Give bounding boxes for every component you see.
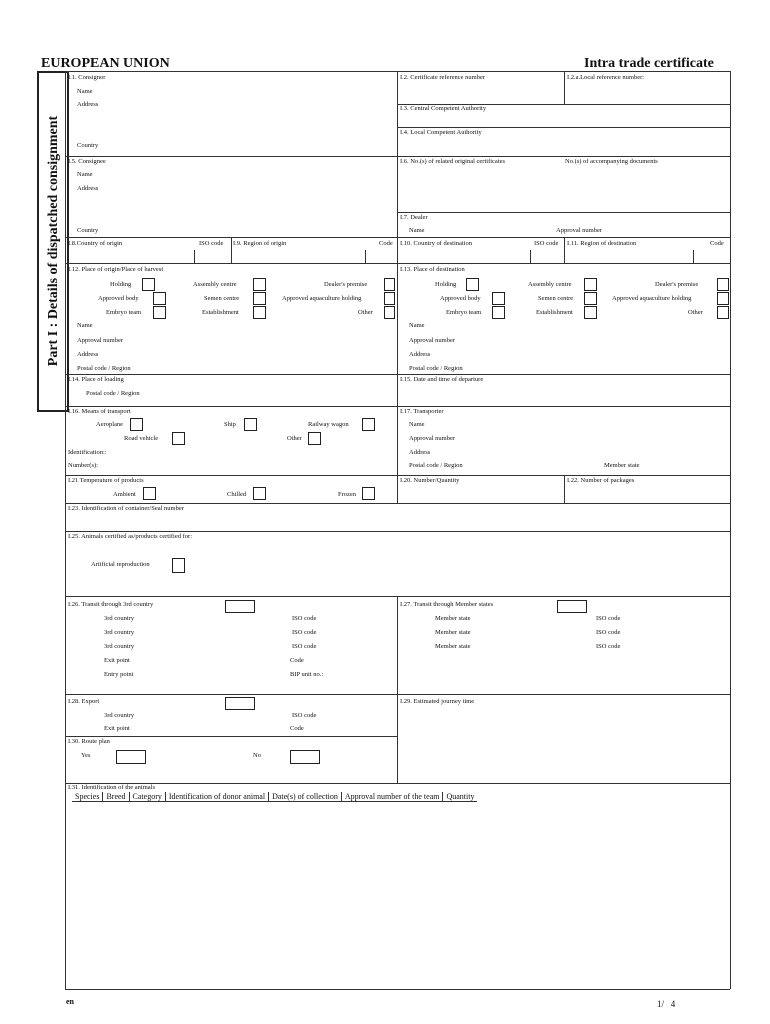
i13-embryo-checkbox[interactable] bbox=[492, 306, 505, 319]
i28-third-country: 3rd country bbox=[104, 712, 135, 719]
i27-member-3: Member state bbox=[435, 643, 471, 650]
i31-title: I.31. Identification of the animals bbox=[68, 784, 156, 791]
i12-postal-label: Postal code / Region bbox=[77, 365, 131, 372]
i30-no-label: No bbox=[253, 752, 261, 759]
i17-member-label: Member state bbox=[604, 462, 640, 469]
i21-ambient-checkbox[interactable] bbox=[143, 487, 156, 500]
i6-title: I.6. No.(s) of related original certificates bbox=[400, 158, 506, 165]
i12-embryo-checkbox[interactable] bbox=[153, 306, 166, 319]
i31-col-dates: Date(s) of collection bbox=[269, 792, 342, 801]
i31-col-approval: Approval number of the team bbox=[342, 792, 444, 801]
side-label-text: Part I : Details of dispatched consignment bbox=[46, 115, 61, 367]
i21-chilled-checkbox[interactable] bbox=[253, 487, 266, 500]
i13-embryo-label: Embryo team bbox=[446, 309, 482, 316]
i13-assembly-label: Assembly centre bbox=[528, 281, 572, 288]
i31-column-headers bbox=[72, 792, 477, 802]
footer-page-number: 1/ 4 bbox=[657, 999, 676, 1009]
i13-holding-label: Holding bbox=[435, 281, 457, 288]
i26-third-country-2: 3rd country bbox=[104, 629, 135, 636]
i13-name-label: Name bbox=[409, 322, 425, 329]
i13-aqua-checkbox[interactable] bbox=[717, 292, 729, 305]
i14-postal-label: Postal code / Region bbox=[86, 390, 140, 397]
i12-establishment-label: Establishment bbox=[202, 309, 239, 316]
i1-address-label: Address bbox=[77, 101, 99, 108]
i12-semen-label: Semen centre bbox=[204, 295, 240, 302]
i26-third-country-3: 3rd country bbox=[104, 643, 135, 650]
i17-name-label: Name bbox=[409, 421, 425, 428]
i13-other-checkbox[interactable] bbox=[717, 306, 729, 319]
i28-exit-label: Exit point bbox=[104, 725, 130, 732]
i28-checkbox[interactable] bbox=[225, 697, 255, 710]
i31-col-identification: Identification of donor animal bbox=[166, 792, 269, 801]
i3-title: I.3. Central Competent Authority bbox=[400, 105, 487, 112]
i17-address-label: Address bbox=[409, 449, 431, 456]
i12-dealer-checkbox[interactable] bbox=[384, 278, 395, 291]
i25-artificial-checkbox[interactable] bbox=[172, 558, 185, 573]
footer-language: en bbox=[66, 997, 74, 1006]
i13-assembly-checkbox[interactable] bbox=[584, 278, 597, 291]
i21-chilled-label: Chilled bbox=[227, 491, 247, 498]
header-left-title: EUROPEAN UNION bbox=[41, 56, 170, 71]
i10-title: I.10. Country of destination bbox=[400, 240, 473, 247]
i16-ship-checkbox[interactable] bbox=[244, 418, 257, 431]
i12-semen-checkbox[interactable] bbox=[253, 292, 266, 305]
i16-identification-label: Identification:: bbox=[68, 449, 107, 456]
i5-address-label: Address bbox=[77, 185, 99, 192]
i27-title: I.27. Transit through Member states bbox=[400, 601, 494, 608]
i13-establishment-label: Establishment bbox=[536, 309, 573, 316]
i13-address-label: Address bbox=[409, 351, 431, 358]
i31-col-category: Category bbox=[130, 792, 166, 801]
i16-title: I.16. Means of transport bbox=[68, 408, 131, 415]
i27-iso-1: ISO code bbox=[596, 615, 621, 622]
i17-title: I.17. Transporter bbox=[400, 408, 444, 415]
header-right-title: Intra trade certificate bbox=[584, 56, 714, 71]
i11-title: I.11. Region of destination bbox=[567, 240, 637, 247]
i31-col-breed: Breed bbox=[103, 792, 129, 801]
i11-code-label: Code bbox=[710, 240, 724, 247]
i12-aqua-label: Approved aquaculture holding bbox=[282, 295, 362, 302]
i13-dealer-checkbox[interactable] bbox=[717, 278, 729, 291]
i12-approval-label: Approval number bbox=[77, 337, 124, 344]
i1-country-label: Country bbox=[77, 142, 99, 149]
i26-third-country-1: 3rd country bbox=[104, 615, 135, 622]
i16-other-checkbox[interactable] bbox=[308, 432, 321, 445]
i12-establishment-checkbox[interactable] bbox=[253, 306, 266, 319]
i2a-title: I.2.a.Local reference number: bbox=[567, 74, 645, 81]
i16-ship-label: Ship bbox=[224, 421, 236, 428]
i13-dealer-label: Dealer's premise bbox=[655, 281, 699, 288]
i21-frozen-label: Frozen bbox=[338, 491, 357, 498]
i26-code-label: Code bbox=[290, 657, 304, 664]
i5-name-label: Name bbox=[77, 171, 93, 178]
i13-title: I.13. Place of destination bbox=[400, 266, 465, 273]
i16-other-label: Other bbox=[287, 435, 302, 442]
i25-title: I.25. Animals certified as/products certified for: bbox=[68, 533, 193, 540]
i26-exit-label: Exit point bbox=[104, 657, 130, 664]
i1-title: I.1. Consignor bbox=[68, 74, 106, 81]
i12-other-label: Other bbox=[358, 309, 373, 316]
i12-other-checkbox[interactable] bbox=[384, 306, 395, 319]
i7-title: I.7. Dealer bbox=[400, 214, 428, 221]
i12-embryo-label: Embryo team bbox=[106, 309, 142, 316]
i13-holding-checkbox[interactable] bbox=[466, 278, 479, 291]
i28-iso: ISO code bbox=[292, 712, 317, 719]
i13-other-label: Other bbox=[688, 309, 703, 316]
i13-approved-body-label: Approved body bbox=[440, 295, 481, 302]
i16-aeroplane-checkbox[interactable] bbox=[130, 418, 143, 431]
i5-title: I.5. Consignee bbox=[68, 158, 106, 165]
i8-iso-label: ISO code bbox=[199, 240, 224, 247]
i12-dealer-label: Dealer's premise bbox=[324, 281, 368, 288]
i27-checkbox[interactable] bbox=[557, 600, 587, 613]
i13-approved-body-checkbox[interactable] bbox=[492, 292, 505, 305]
i7-approval-label: Approval number bbox=[556, 227, 603, 234]
i9-code-label: Code bbox=[379, 240, 393, 247]
i21-ambient-label: Ambient bbox=[113, 491, 136, 498]
i26-bip-label: BIP unit no.: bbox=[290, 671, 324, 678]
i17-approval-label: Approval number bbox=[409, 435, 456, 442]
i23-title: I.23. Identification of container/Seal number bbox=[68, 505, 184, 512]
i27-iso-3: ISO code bbox=[596, 643, 621, 650]
i13-aqua-label: Approved aquaculture holding bbox=[612, 295, 692, 302]
i21-title: I.21 Temperature of products bbox=[68, 477, 144, 484]
i12-name-label: Name bbox=[77, 322, 93, 329]
i26-iso-2: ISO code bbox=[292, 629, 317, 636]
i16-railway-checkbox[interactable] bbox=[362, 418, 375, 431]
i17-postal-label: Postal code / Region bbox=[409, 462, 463, 469]
i12-assembly-label: Assembly centre bbox=[193, 281, 237, 288]
i12-title: I.12. Place of origin/Place of harvest bbox=[68, 266, 164, 273]
i16-aeroplane-label: Aeroplane bbox=[96, 421, 124, 428]
i13-semen-label: Semen centre bbox=[538, 295, 574, 302]
i13-establishment-checkbox[interactable] bbox=[584, 306, 597, 319]
i16-railway-label: Railway wagon bbox=[308, 421, 349, 428]
i9-title: I.9. Region of origin bbox=[233, 240, 287, 247]
i16-road-label: Road vehicle bbox=[124, 435, 159, 442]
i28-title: I.28. Export bbox=[68, 698, 100, 705]
i12-aqua-checkbox[interactable] bbox=[384, 292, 395, 305]
i30-yes-checkbox[interactable] bbox=[116, 750, 146, 764]
i6-accompanying-label: No.(s) of accompanying documents bbox=[565, 158, 658, 165]
i13-approval-label: Approval number bbox=[409, 337, 456, 344]
i12-approved-body-label: Approved body bbox=[98, 295, 139, 302]
i7-name-label: Name bbox=[409, 227, 425, 234]
i2-title: I.2. Certificate reference number bbox=[400, 74, 485, 81]
i30-no-checkbox[interactable] bbox=[290, 750, 320, 764]
i25-artificial-label: Artificial reproduction bbox=[91, 561, 150, 568]
i4-title: I.4. Local Competent Authority bbox=[400, 129, 482, 136]
i12-address-label: Address bbox=[77, 351, 99, 358]
i27-member-1: Member state bbox=[435, 615, 471, 622]
i28-code-label: Code bbox=[290, 725, 304, 732]
i16-road-checkbox[interactable] bbox=[172, 432, 185, 445]
i15-title: I.15. Date and time of departure bbox=[400, 376, 484, 383]
i5-country-label: Country bbox=[77, 227, 99, 234]
i30-title: I.30. Route plan bbox=[68, 738, 110, 745]
i26-iso-1: ISO code bbox=[292, 615, 317, 622]
i27-member-2: Member state bbox=[435, 629, 471, 636]
i21-frozen-checkbox[interactable] bbox=[362, 487, 375, 500]
i26-entry-label: Entry point bbox=[104, 671, 134, 678]
i13-semen-checkbox[interactable] bbox=[584, 292, 597, 305]
i31-col-species: Species bbox=[72, 792, 103, 801]
i27-iso-2: ISO code bbox=[596, 629, 621, 636]
i14-title: I.14. Place of loading bbox=[68, 376, 124, 383]
i26-checkbox[interactable] bbox=[225, 600, 255, 613]
i12-holding-label: Holding bbox=[110, 281, 132, 288]
i29-title: I.29. Estimated journey time bbox=[400, 698, 475, 705]
i26-title: I.26. Transit through 3rd country bbox=[68, 601, 154, 608]
i31-col-quantity: Quantity bbox=[446, 792, 475, 801]
i13-postal-label: Postal code / Region bbox=[409, 365, 463, 372]
i30-yes-label: Yes bbox=[81, 752, 91, 759]
i12-approved-body-checkbox[interactable] bbox=[153, 292, 166, 305]
i1-name-label: Name bbox=[77, 88, 93, 95]
i22-title: I.22. Number of packages bbox=[567, 477, 635, 484]
i10-iso-label: ISO code bbox=[534, 240, 559, 247]
i20-title: I.20. Number/Quantity bbox=[400, 477, 460, 484]
i8-title: I.8.Country of origin bbox=[68, 240, 123, 247]
i12-assembly-checkbox[interactable] bbox=[253, 278, 266, 291]
i16-numbers-label: Number(s): bbox=[68, 462, 98, 469]
i12-holding-checkbox[interactable] bbox=[142, 278, 155, 291]
i26-iso-3: ISO code bbox=[292, 643, 317, 650]
